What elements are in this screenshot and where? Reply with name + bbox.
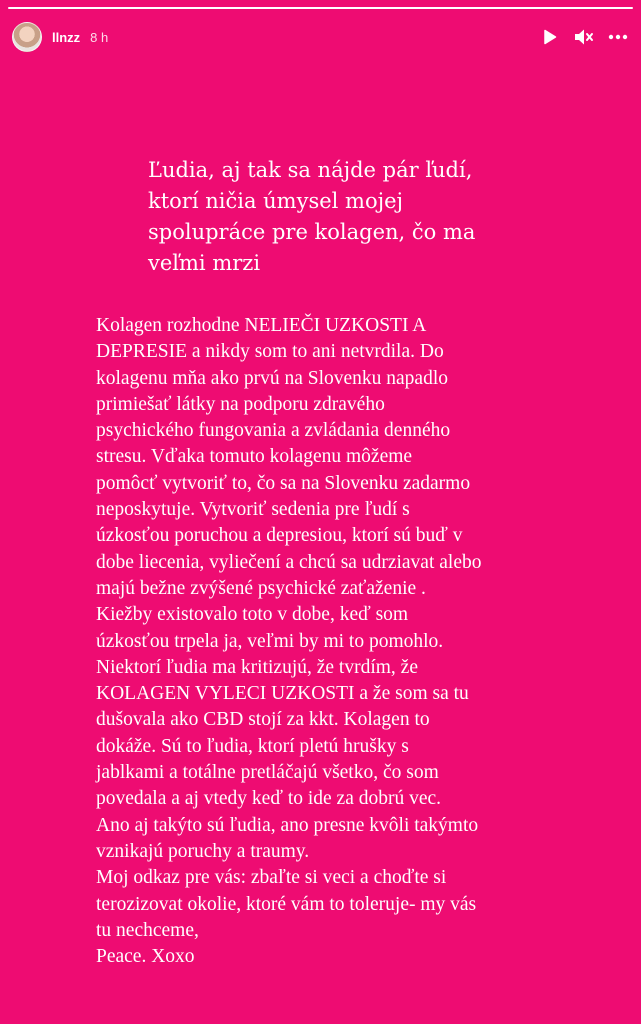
progress-segment xyxy=(8,7,633,9)
body-line: jablkami a totálne pretláčajú všetko, čo som xyxy=(96,762,439,784)
body-line: Niektorí ľudia ma kritizujú, že tvrdím, že xyxy=(96,656,418,678)
body-line: vznikajú poruchy a traumy. xyxy=(96,840,310,862)
body-line: dobe liecenia, vyliečení a chcú sa udrziavat alebo xyxy=(96,551,482,573)
body-line: úzkosťou trpela ja, veľmi by mi to pomohlo. xyxy=(96,630,444,652)
story-body-text xyxy=(96,313,596,970)
body-line: DEPRESIE a nikdy som to ani netvrdila. Do xyxy=(96,341,444,363)
story-header xyxy=(12,22,629,52)
mute-icon xyxy=(574,28,594,46)
body-line: pomôcť vytvoriť to, čo sa na Slovenku zadarmo xyxy=(96,472,471,494)
body-line: Kolagen rozhodne NELIEČI UZKOSTI A xyxy=(96,315,427,336)
body-line: terozizovat okolie, ktoré vám to toleruje- my vás xyxy=(96,893,477,915)
play-button[interactable] xyxy=(539,26,561,48)
avatar[interactable] xyxy=(12,22,42,52)
body-line: stresu. Vďaka tomuto kolagenu môžeme xyxy=(96,446,413,468)
body-line: dušovala ako CBD stojí za kkt. Kolagen to xyxy=(96,709,430,731)
headline-line: Ľudia, aj tak sa nájde pár ľudí, xyxy=(148,158,473,182)
more-icon xyxy=(608,34,628,40)
post-time: 8 h xyxy=(90,29,109,45)
body-line: primiešať látky na podporu zdravého xyxy=(96,393,385,415)
story-progress-bar xyxy=(8,7,633,9)
body-line: KOLAGEN VYLECI UZKOSTI a že som sa tu xyxy=(96,683,469,705)
body-line: psychického fungovania a zvládania denného xyxy=(96,420,451,442)
play-icon xyxy=(543,29,557,45)
story-headline xyxy=(148,155,548,279)
body-line: Ano aj takýto sú ľudia, ano presne kvôli takýmto xyxy=(96,814,479,836)
body-line: dokáže. Sú to ľudia, ktorí pletú hrušky s xyxy=(96,735,409,757)
body-line: neposkytuje. Vytvoriť sedenia pre ľudí s xyxy=(96,499,410,521)
body-line: povedala a aj vtedy keď to ide za dobrú vec. xyxy=(96,788,442,810)
body-line: majú bežne zvýšené psychické zaťaženie . xyxy=(96,577,426,599)
body-line: Peace. Xoxo xyxy=(96,946,195,968)
username[interactable]: llnzz xyxy=(52,29,81,45)
headline-line: spolupráce pre kolagen, čo ma xyxy=(148,220,476,244)
body-line: kolagenu mňa ako prvú na Slovenku napadlo xyxy=(96,367,448,389)
body-line: Kiežby existovalo toto v dobe, keď som xyxy=(96,604,409,626)
body-line: úzkosťou poruchou a depresiou, ktorí sú buď v xyxy=(96,525,463,547)
more-button[interactable] xyxy=(607,26,629,48)
headline-line: veľmi mrzi xyxy=(148,251,261,275)
mute-button[interactable] xyxy=(573,26,595,48)
body-line: Moj odkaz pre vás: zbaľte si veci a choďte si xyxy=(96,867,447,889)
body-line: tu nechceme, xyxy=(96,919,199,941)
headline-line: ktorí ničia úmysel mojej xyxy=(148,189,404,213)
